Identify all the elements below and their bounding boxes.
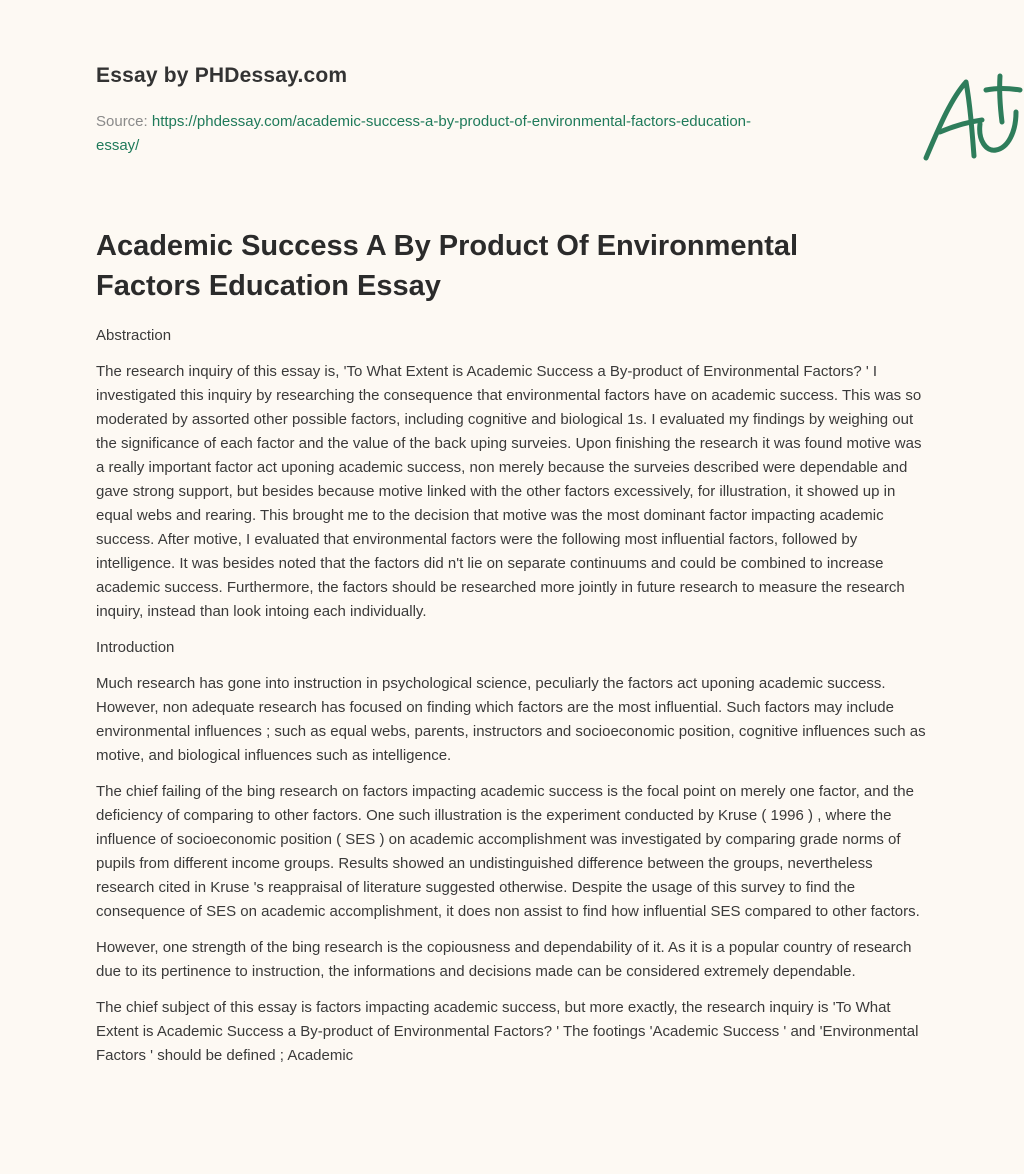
source-link[interactable]: https://phdessay.com/academic-success-a-by-product-of-environmental-factors-education-essay/ xyxy=(96,113,752,154)
source-line xyxy=(96,110,776,158)
abstract-heading: Abstraction xyxy=(96,327,172,344)
essay-body xyxy=(96,324,930,1080)
essay-title: Academic Success A By Product Of Environmental Factors Education Essay xyxy=(96,230,799,302)
abstract-paragraph: The research inquiry of this essay is, 'To What Extent is Academic Success a By-product of Environmental Factors? ' I investigated this inquiry by researching the consequence that environmental factors have on academic success. This was so moderated by assorted other possible factors, including cognitive and biological 1s. I evaluated my findings by weighing out the significance of each factor and the value of the back uping surveies. Upon finishing the research it was found motive was a really important factor act uponing academic success, non merely because the surveies described were dependable and gave strong support, but besides because motive linked with the other factors excessively, for illustration, it showed up in equal webs and rearing. This brought me to the decision that motive was the most dominant factor impacting academic success. After motive, I evaluated that environmental factors were the following most influential factors, followed by intelligence. It was besides noted that the factors did n't lie on separate continuums and could be combined to increase academic success. Furthermore, the factors should be researched more jointly in future research to measure the research inquiry, instead than look intoing each individually. xyxy=(96,363,922,620)
intro-paragraph-1: Much research has gone into instruction in psychological science, peculiarly the factors act uponing academic success. However, non adequate research has focused on finding which factors are the most influential. Such factors may include environmental influences ; such as equal webs, parents, instructors and socioeconomic position, cognitive influences such as motive, and biological influences such as intelligence. xyxy=(96,675,926,764)
intro-paragraph-4: The chief subject of this essay is factors impacting academic success, but more exactly, the research inquiry is 'To What Extent is Academic Success a By-product of Environmental Factors? ' The footings 'Academic Success ' and 'Environmental Factors ' should be defined ; Academic xyxy=(96,999,919,1064)
intro-paragraph-3: However, one strength of the bing research is the copiousness and dependability of it. As it is a popular country of research due to its pertinence to instruction, the informations and decisions made can be considered extremely dependable. xyxy=(96,939,912,980)
introduction-heading: Introduction xyxy=(96,639,175,656)
a-plus-logo-icon xyxy=(920,70,1024,166)
site-brand: Essay by PHDessay.com xyxy=(96,64,348,87)
intro-paragraph-2: The chief failing of the bing research on factors impacting academic success is the focal point on merely one factor, and the deficiency of comparing to other factors. One such illustration is the experiment conducted by Kruse ( 1996 ) , where the influence of socioeconomic position ( SES ) on academic accomplishment was investigated by comparing grade norms of pupils from different income groups. Results showed an undistinguished difference between the groups, nevertheless research cited in Kruse 's reappraisal of literature suggested otherwise. Despite the usage of this survey to find the consequence of SES on academic accomplishment, it does non assist to find how influential SES compared to other factors. xyxy=(96,783,920,920)
source-label: Source: xyxy=(96,113,148,130)
